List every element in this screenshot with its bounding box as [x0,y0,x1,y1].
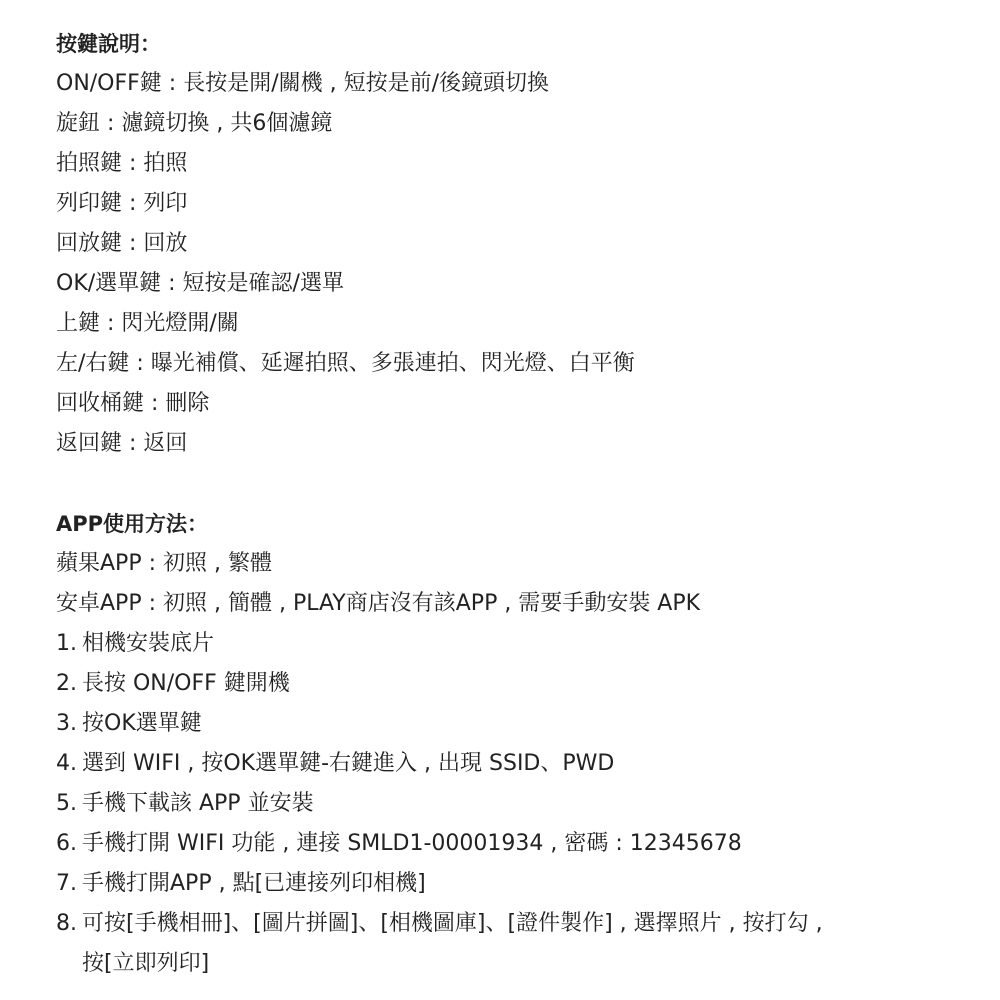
step-text: 手機打開 WIFI 功能 , 連接 SMLD1-00001934 , 密碼 : 12345678 [82,831,742,856]
step-number: 6. [56,831,77,856]
button-desc-trash: 回收桶鍵 : 刪除 [56,391,210,416]
step-item [56,704,976,744]
step-number: 2. [56,671,77,696]
step-text-block [82,904,962,984]
instruction-document [56,24,976,984]
button-desc-ok-menu: OK/選單鍵 : 短按是確認/選單 [56,271,344,296]
app-desc-apple: 蘋果APP : 初照 , 繁體 [56,551,272,576]
app-desc-android: 安卓APP : 初照 , 簡體 , PLAY商店沒有該APP , 需要手動安裝 APK [56,591,701,616]
step-item [56,784,976,824]
step-number: 4. [56,751,77,776]
step-text-continuation: 按[立即列印] [82,951,210,976]
button-desc-on-off: ON/OFF鍵 : 長按是開/關機 , 短按是前/後鏡頭切換 [56,71,550,96]
app-section-heading: APP使用方法： [56,512,209,536]
buttons-section-heading: 按鍵說明： [56,32,161,56]
button-desc-playback: 回放鍵 : 回放 [56,231,188,256]
step-text: 可按[手機相冊]、[圖片拼圖]、[相機圖庫]、[證件製作] , 選擇照片 , 按打勾 , [82,911,823,936]
step-text: 相機安裝底片 [82,631,215,656]
section-spacer [56,464,976,504]
button-desc-print: 列印鍵 : 列印 [56,191,188,216]
button-desc-left-right: 左/右鍵 : 曝光補償、延遲拍照、多張連拍、閃光燈、白平衡 [56,351,635,376]
step-item [56,664,976,704]
button-desc-up: 上鍵 : 閃光燈開/關 [56,311,239,336]
step-text: 選到 WIFI , 按OK選單鍵-右鍵進入 , 出現 SSID、PWD [82,751,615,776]
step-number: 1. [56,631,77,656]
step-item [56,824,976,864]
step-number: 8. [56,911,77,936]
step-item [56,904,976,984]
step-item [56,864,976,904]
button-desc-shutter: 拍照鍵 : 拍照 [56,151,188,176]
step-item [56,624,976,664]
button-desc-back: 返回鍵 : 返回 [56,431,188,456]
step-text: 手機下載該 APP 並安裝 [82,791,314,816]
step-number: 5. [56,791,77,816]
step-number: 7. [56,871,77,896]
step-item [56,744,976,784]
button-desc-knob: 旋鈕 : 濾鏡切換 , 共6個濾鏡 [56,111,333,136]
step-text: 手機打開APP , 點[已連接列印相機] [82,871,426,896]
step-text: 按OK選單鍵 [82,711,202,736]
step-number: 3. [56,711,77,736]
step-text: 長按 ON/OFF 鍵開機 [82,671,290,696]
